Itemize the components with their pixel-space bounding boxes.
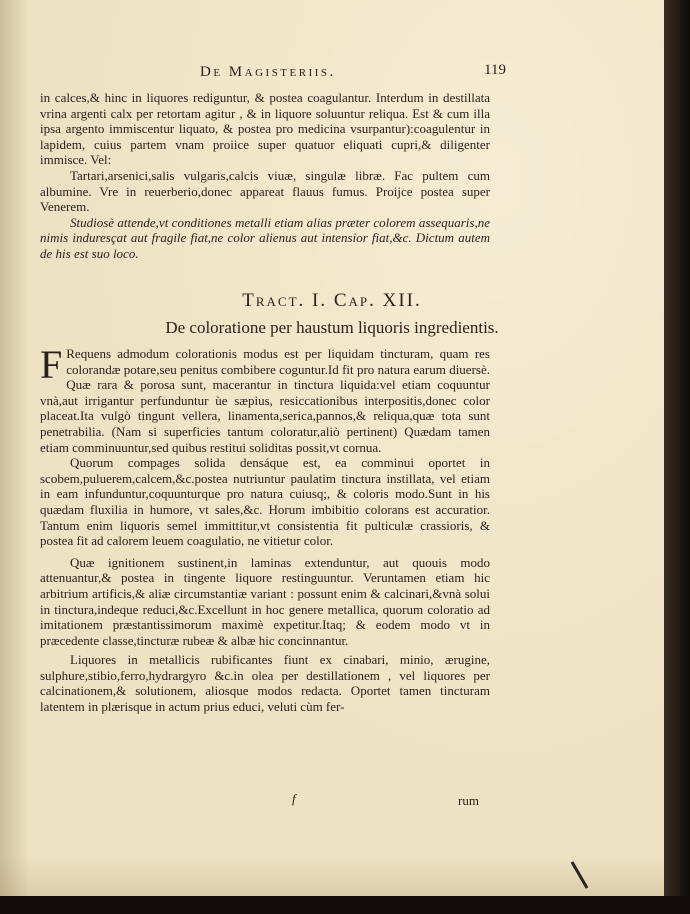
page-edge-shadow bbox=[664, 0, 690, 914]
paragraph: Quorum compages solida densáque est, ea comminui oportet in scobem,puluerem,calcem,&c.postea nutriuntur paulatim tinctura instillata, vel etiam in eam infunduntur,coquunturque pro natura cuiusq;, & coloris modo.Sunt in his quædam fluxilia in humore, vt sales,&c. Horum imbibitio colorans est accuratior. Tantum enim liquoris semel immittitur,vt consistentia fit pulticulæ crassioris, & postea fit ad calorem leuem coagulatio, ne vitietur color. bbox=[40, 455, 490, 549]
top-text-block bbox=[40, 90, 490, 262]
paragraph-recipe: Tartari,arsenici,salis vulgaris,calcis viuæ, singulæ libræ. Fac pultem cum albumine. Vre in reuerberio,donec appareat flauus fumus. Proijce postea super Venerem. bbox=[40, 167, 490, 215]
bottom-shadow bbox=[0, 896, 690, 914]
paragraph: in calces,& hinc in liquores rediguntur, & postea coagulantur. Interdum in destillata vrina argenti calx per retortam agitur , & in liquore soluuntur reliqua. Est & cum illa ipsa argento immiscentur liquato, & postea pro medicina vsurpantur):coagulentur in lapidem, cuius partem vnam proiice super quatuor eliquati cupri,& diligenter immisce. Vel: bbox=[40, 90, 490, 168]
paragraph: Quæ ignitionem sustinent,in laminas extenduntur, aut quouis modo attenuantur,& postea in tingente liquore restinguuntur. Veruntamen etiam hic arbitrium artificis,& aliæ circumstantiæ variant : possunt enim & calcinari,&vnà solui in tinctura,indeque reduci,&c.Excellunt in hoc genere metallica, quorum coloratio ad imitationem præstantissimorum maximè expetitur.Itaq; & eodem modo vt in præcedente classe,tincturæ rubeæ & albæ hic concinnantur. bbox=[40, 554, 490, 648]
chapter-heading: Tract. I. Cap. XII. bbox=[242, 290, 422, 311]
drop-capital: F bbox=[40, 342, 63, 387]
paragraph-note: Studiosè attende,vt conditiones metalli etiam alias præter colorem assequaris,ne nimis induresçat aut fragile fiat,ne color alienus aut intensior fiat,&c. Dictum autem de his est suo loco. bbox=[40, 214, 490, 261]
signature-mark: f bbox=[292, 791, 296, 806]
ink-mark bbox=[571, 861, 589, 888]
main-text-block bbox=[40, 342, 490, 715]
page-number: 119 bbox=[484, 62, 506, 78]
chapter-subtitle: De coloratione per haustum liquoris ingredientis. bbox=[165, 318, 499, 337]
running-head: De Magisteriis. bbox=[200, 64, 336, 80]
catchword: rum bbox=[458, 793, 479, 808]
paragraph: Liquores in metallicis rubificantes fiunt ex cinabari, minio, ærugine, sulphure,stibio,ferro,hydrargyro &c.in olea per destillationem , vel liquores per calcinationem,& solutionem, aliosque modos redacta. Oportet tamen tincturam latentem in plærisque in actum prius educi, veluti cùm fer- bbox=[40, 652, 490, 715]
paragraph-first: Requens admodum colorationis modus est per liquidam tincturam, quam res colorandæ potare,seu penitus combibere coguntur.Id fit pro natura earum diuersè. Quæ rara & porosa sunt, macerantur in tinctura liquida:vel etiam coquuntur vnà,aut irrigantur perfunduntur ùe sæpius, resiccationibus interpositis,donec color placeat.Ita vulgò tingunt vellera, linamenta,serica,pannos,& reliqua,quæ tota sunt penetrabilia. (Nam si superficies tantum coloratur,aliò pertinent) Quædam tamen etiam comminuuntur,sed quibus restitui soliditas possit,vt cornua. bbox=[40, 346, 490, 455]
